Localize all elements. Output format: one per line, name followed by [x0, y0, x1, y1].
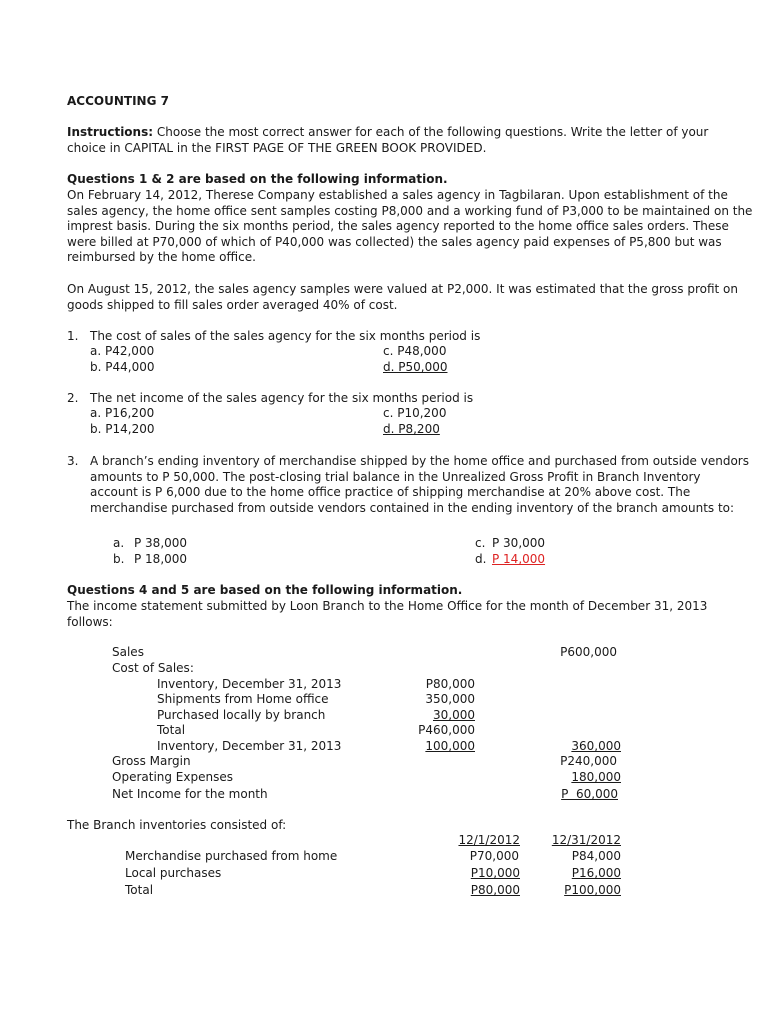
- intro-line: The income statement submitted by Loon Branch to the Home Office for the month of December 31, 2013: [67, 599, 708, 613]
- choice-a-value: P 38,000: [134, 536, 188, 550]
- is-row-label: Inventory, December 31, 2013: [157, 677, 342, 691]
- inventory-row-v2: P84,000: [571, 849, 621, 863]
- section1-heading: Questions 1 & 2 are based on the following information.: [67, 172, 448, 186]
- question-number: 2.: [67, 391, 79, 405]
- para1-line: sales agency, the home office sent samples costing P8,000 and a working fund of P3,000 to be maintained on the: [67, 203, 753, 218]
- net-income-value: P 60,000: [561, 787, 618, 801]
- inventory-row-label: Merchandise purchased from home: [125, 849, 338, 863]
- is-row-value: P460,000: [418, 723, 475, 737]
- choice-c-letter: c.: [475, 536, 486, 550]
- choice-d-answer: d. P8,200: [383, 422, 440, 436]
- choice-c-value: P 30,000: [492, 536, 546, 550]
- question-number: 3.: [67, 454, 79, 468]
- choice-c: c. P10,200: [383, 406, 447, 420]
- inventory-row-v1: P70,000: [469, 849, 519, 863]
- question-text: The cost of sales of the sales agency for the six months period is: [90, 329, 481, 343]
- instructions-line-2: choice in CAPITAL in the FIRST PAGE OF THE GREEN BOOK PROVIDED.: [67, 140, 487, 155]
- choice-d-answer: P 14,000: [492, 552, 546, 566]
- question-number: 1.: [67, 329, 79, 343]
- is-row-value: 100,000: [425, 739, 475, 753]
- gross-margin-value: P240,000: [560, 754, 617, 768]
- q3-line: merchandise purchased from outside vendors contained in the ending inventory of the branch amounts to:: [90, 500, 735, 515]
- choice-a: a. P42,000: [90, 344, 155, 358]
- choice-d-letter: d.: [475, 552, 487, 566]
- cost-of-sales-total: 360,000: [571, 739, 621, 753]
- choice-c: c. P48,000: [383, 344, 447, 358]
- q3-line: account is P 6,000 due to the home office practice of shipping merchandise at 20% above cost. The: [90, 485, 691, 499]
- para2-line: On August 15, 2012, the sales agency samples were valued at P2,000. It was estimated that the gross profit on: [67, 282, 738, 296]
- is-row-label: Total: [157, 723, 186, 737]
- is-row-value: 350,000: [425, 692, 475, 706]
- q3-line: A branch’s ending inventory of merchandise shipped by the home office and purchased from outside vendors: [90, 454, 749, 468]
- choice-a: a. P16,200: [90, 406, 155, 420]
- para1-line: imprest basis. During the six months period, the sales agency reported to the home office sales orders. These: [67, 219, 729, 233]
- choice-b-value: P 18,000: [134, 552, 188, 566]
- sales-value: P600,000: [560, 645, 617, 659]
- para1-line: On February 14, 2012, Therese Company established a sales agency in Tagbilaran. Upon establishment of the: [67, 188, 728, 202]
- section2-heading: Questions 4 and 5 are based on the following information.: [67, 583, 463, 597]
- is-row-value: P80,000: [425, 677, 475, 691]
- gross-margin-label: Gross Margin: [112, 754, 191, 768]
- choice-d-answer: d. P50,000: [383, 360, 448, 374]
- is-row-label: Inventory, December 31, 2013: [157, 739, 342, 753]
- choice-b: b. P14,200: [90, 422, 155, 436]
- page-title: ACCOUNTING 7: [67, 94, 169, 108]
- instructions-label: Instructions:: [67, 125, 154, 139]
- is-row-value: 30,000: [433, 708, 475, 722]
- choice-b-letter: b.: [113, 552, 125, 566]
- is-row-label: Shipments from Home office: [157, 692, 329, 706]
- intro-line: follows:: [67, 614, 113, 629]
- operating-expenses-label: Operating Expenses: [112, 770, 233, 784]
- inventory-row-label: Local purchases: [125, 866, 222, 880]
- sales-label: Sales: [112, 645, 144, 659]
- net-income-label: Net Income for the month: [112, 787, 268, 801]
- choice-b: b. P44,000: [90, 360, 155, 374]
- cost-of-sales-label: Cost of Sales:: [112, 661, 194, 675]
- column-header-dec31: 12/31/2012: [551, 833, 621, 847]
- branch-inventories-intro: The Branch inventories consisted of:: [67, 818, 287, 832]
- para2-line: goods shipped to fill sales order averaged 40% of cost.: [67, 297, 398, 312]
- inventory-row-v2: P100,000: [564, 883, 621, 897]
- inventory-row-v2: P16,000: [571, 866, 621, 880]
- inventory-row-v1: P80,000: [470, 883, 520, 897]
- question-text: The net income of the sales agency for the six months period is: [90, 391, 474, 405]
- instructions-line-1: Choose the most correct answer for each of the following questions. Write the letter of your: [153, 125, 709, 139]
- para1-line: were billed at P70,000 of which of P40,000 was collected) the sales agency paid expenses of P5,800 but was: [67, 234, 722, 249]
- q3-line: amounts to P 50,000. The post-closing trial balance in the Unrealized Gross Profit in Branch Inventory: [90, 469, 701, 484]
- choice-a-letter: a.: [113, 536, 125, 550]
- is-row-label: Purchased locally by branch: [157, 708, 326, 722]
- inventory-row-label: Total: [125, 883, 154, 897]
- para1-line: reimbursed by the home office.: [67, 250, 256, 264]
- column-header-dec1: 12/1/2012: [458, 833, 520, 847]
- operating-expenses-value: 180,000: [571, 770, 621, 784]
- inventory-row-v1: P10,000: [470, 866, 520, 880]
